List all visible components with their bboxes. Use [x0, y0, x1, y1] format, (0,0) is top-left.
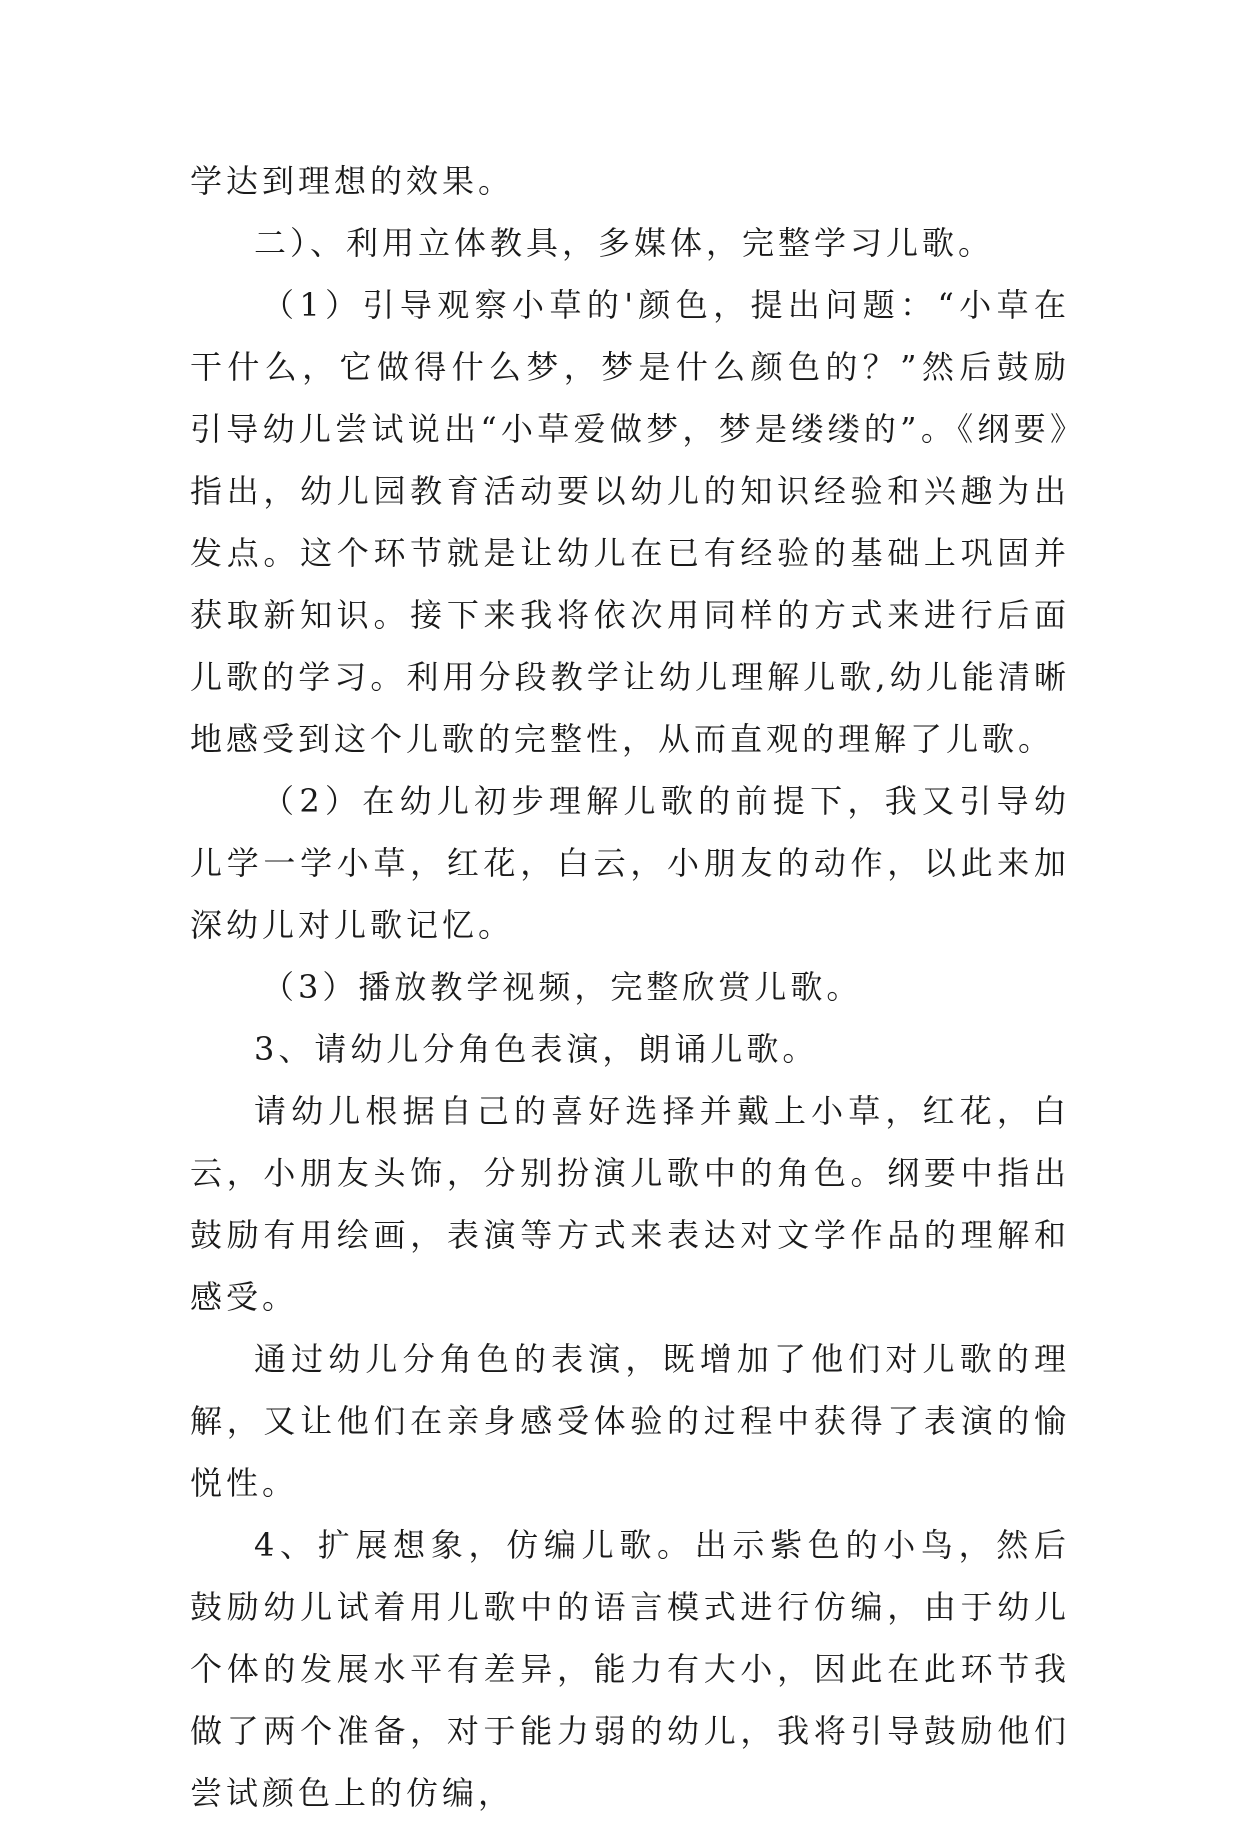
- paragraph-role-play: 请幼儿根据自己的喜好选择并戴上小草，红花，白云，小朋友头饰，分别扮演儿歌中的角色。纲要中指出鼓励有用绘画，表演等方式来表达对文学作品的理解和感受。: [190, 1092, 1070, 1316]
- paragraph-step-2: （2）在幼儿初步理解儿歌的前提下，我又引导幼儿学一学小草，红花，白云，小朋友的动作，以此来加深幼儿对儿歌记忆。: [190, 782, 1070, 944]
- document-body: [190, 150, 1070, 1824]
- paragraph-point-3-heading: 3、请幼儿分角色表演，朗诵儿歌。: [254, 1030, 819, 1068]
- paragraph-continuation: 学达到理想的效果。: [190, 162, 515, 200]
- paragraph-step-1: （1）引导观察小草的'颜色，提出问题：“小草在干什么，它做得什么梦，梦是什么颜色的？”然后鼓励引导幼儿尝试说出“小草爱做梦，梦是缕缕的”。《纲要》指出，幼儿园教育活动要以幼儿的知识经验和兴趣为出发点。这个环节就是让幼儿在已有经验的基础上巩固并获取新知识。接下来我将依次用同样的方式来进行后面儿歌的学习。利用分段教学让幼儿理解儿歌,幼儿能清晰地感受到这个儿歌的完整性，从而直观的理解了儿歌。: [190, 286, 1070, 758]
- paragraph-role-play-benefit: 通过幼儿分角色的表演，既增加了他们对儿歌的理解，又让他们在亲身感受体验的过程中获得了表演的愉悦性。: [190, 1340, 1070, 1502]
- paragraph-step-3: （3）播放教学视频，完整欣赏儿歌。: [262, 968, 863, 1006]
- paragraph-point-4: 4、扩展想象，仿编儿歌。出示紫色的小鸟，然后鼓励幼儿试着用儿歌中的语言模式进行仿编，由于幼儿个体的发展水平有差异，能力有大小，因此在此环节我做了两个准备，对于能力弱的幼儿，我将引导鼓励他们尝试颜色上的仿编，: [190, 1526, 1070, 1812]
- paragraph-section-heading: 二）、利用立体教具，多媒体，完整学习儿歌。: [254, 224, 995, 262]
